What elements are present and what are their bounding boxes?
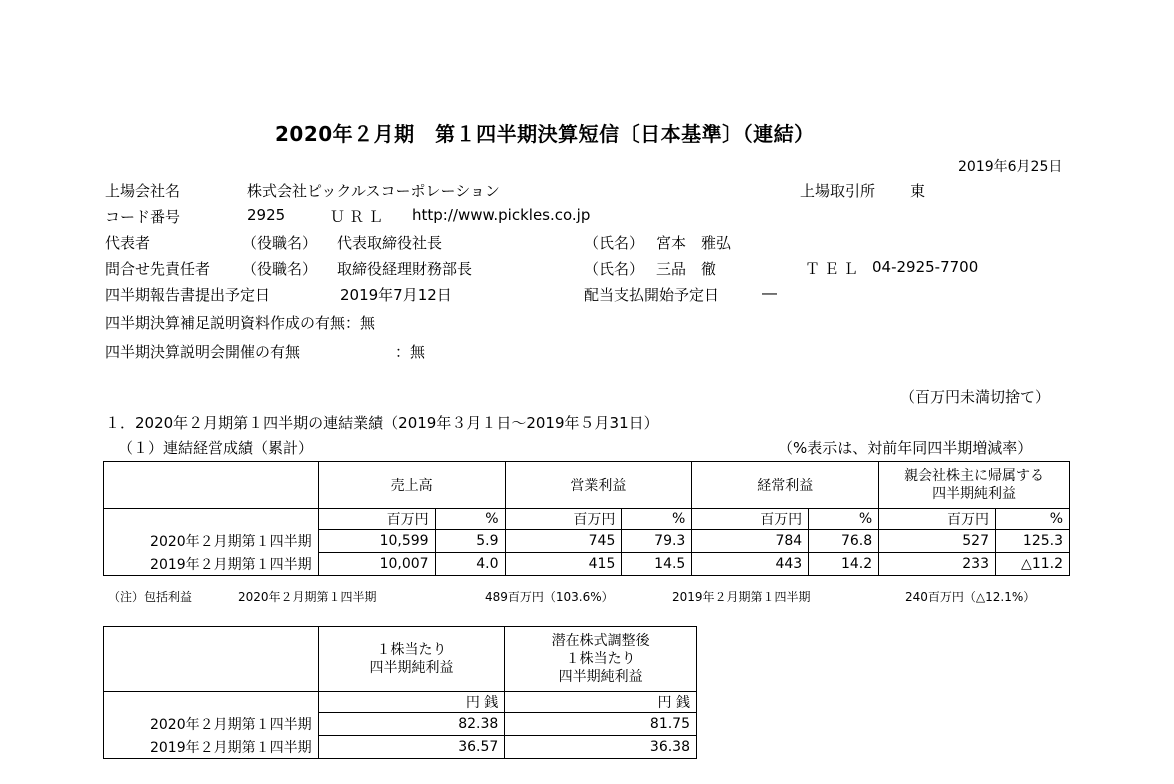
subsection1-note: （%表示は、対前年同四半期増減率） <box>778 439 1033 457</box>
cell: 443 <box>692 553 809 576</box>
contact-name: 三品 徹 <box>656 260 717 278</box>
unit-pct: % <box>622 509 692 530</box>
dividend-label: 配当支払開始予定日 <box>584 286 720 304</box>
exchange-value: 東 <box>910 182 926 200</box>
report-label: 四半期報告書提出予定日 <box>105 286 271 304</box>
unit-blank <box>104 692 319 713</box>
note-period1: 2020年２月期第１四半期 <box>238 590 377 604</box>
note-period2: 2019年２月期第１四半期 <box>672 590 811 604</box>
cell: 125.3 <box>996 530 1070 553</box>
results-table <box>103 461 1070 576</box>
unit-amount: 百万円 <box>318 509 435 530</box>
briefing-value: ：無 <box>395 343 426 361</box>
header-ordinary-income: 経常利益 <box>692 462 879 509</box>
note-label: （注）包括利益 <box>108 590 193 604</box>
cell: 36.38 <box>505 736 697 759</box>
contact-role-label: （役職名） <box>242 260 318 278</box>
cell: 10,599 <box>318 530 435 553</box>
header-blank <box>104 627 319 692</box>
representative-name: 宮本 雅弘 <box>656 234 732 252</box>
cell: 527 <box>879 530 996 553</box>
header-diluted-eps: 潜在株式調整後 １株当たり 四半期純利益 <box>505 627 697 692</box>
cell: 745 <box>505 530 622 553</box>
code-label: コード番号 <box>105 208 181 226</box>
name-label: （氏名） <box>584 234 645 252</box>
role-label: （役職名） <box>242 234 318 252</box>
cell: 415 <box>505 553 622 576</box>
table-row <box>104 553 1070 576</box>
unit-blank <box>104 509 319 530</box>
header-eps: １株当たり 四半期純利益 <box>318 627 505 692</box>
table-row <box>104 713 697 736</box>
row-label: 2019年２月期第１四半期 <box>104 553 319 576</box>
note-value1: 489百万円（103.6%） <box>485 590 614 604</box>
header-net-income: 親会社株主に帰属する 四半期純利益 <box>879 462 1070 509</box>
cell: 5.9 <box>435 530 505 553</box>
unit-pct: % <box>435 509 505 530</box>
unit-yen: 円 銭 <box>318 692 505 713</box>
cell: 233 <box>879 553 996 576</box>
unit-amount: 百万円 <box>879 509 996 530</box>
url-link[interactable]: http://www.pickles.co.jp <box>412 206 591 224</box>
header-operating-income: 営業利益 <box>505 462 692 509</box>
cell: 10,007 <box>318 553 435 576</box>
representative-role: 代表取締役社長 <box>337 234 443 252</box>
cell: 79.3 <box>622 530 692 553</box>
cell: 36.57 <box>318 736 505 759</box>
supplementary-label: 四半期決算補足説明資料作成の有無：無 <box>105 314 376 332</box>
cell: 76.8 <box>809 530 879 553</box>
cell: 4.0 <box>435 553 505 576</box>
contact-name-label: （氏名） <box>584 260 645 278</box>
dividend-value: ― <box>762 284 777 302</box>
representative-label: 代表者 <box>105 234 151 252</box>
header-net-sales: 売上高 <box>318 462 505 509</box>
exchange-label: 上場取引所 <box>800 182 876 200</box>
unit-pct: % <box>809 509 879 530</box>
tel-value: 04-2925-7700 <box>872 258 979 276</box>
code-value: 2925 <box>247 206 286 224</box>
company-label: 上場会社名 <box>105 182 181 200</box>
rounding-note: （百万円未満切捨て） <box>900 388 1051 406</box>
report-date-value: 2019年7月12日 <box>340 286 452 304</box>
header-blank <box>104 462 319 509</box>
cell: 82.38 <box>318 713 505 736</box>
cell: 14.5 <box>622 553 692 576</box>
section1-title: １．2020年２月期第１四半期の連結業績（2019年３月１日～2019年５月31日） <box>105 414 659 432</box>
row-label: 2019年２月期第１四半期 <box>104 736 319 759</box>
cell: 784 <box>692 530 809 553</box>
note-value2: 240百万円（△12.1%） <box>905 590 1036 604</box>
cell: 81.75 <box>505 713 697 736</box>
briefing-label: 四半期決算説明会開催の有無 <box>105 343 301 361</box>
report-date: 2019年6月25日 <box>958 159 1063 175</box>
url-label: ＵＲＬ <box>330 208 388 226</box>
contact-role: 取締役経理財務部長 <box>337 260 473 278</box>
table-row <box>104 530 1070 553</box>
company-name: 株式会社ピックルスコーポレーション <box>247 182 500 200</box>
unit-yen: 円 銭 <box>505 692 697 713</box>
unit-pct: % <box>996 509 1070 530</box>
document-title: 2020年２月期 第１四半期決算短信〔日本基準〕（連結） <box>275 122 815 146</box>
contact-label: 問合せ先責任者 <box>105 260 211 278</box>
row-label: 2020年２月期第１四半期 <box>104 530 319 553</box>
cell: △11.2 <box>996 553 1070 576</box>
unit-amount: 百万円 <box>505 509 622 530</box>
tel-label: ＴＥＬ <box>805 260 863 278</box>
unit-amount: 百万円 <box>692 509 809 530</box>
eps-table <box>103 626 697 759</box>
table-row <box>104 736 697 759</box>
row-label: 2020年２月期第１四半期 <box>104 713 319 736</box>
subsection1-title: （１）連結経営成績（累計） <box>118 439 314 457</box>
cell: 14.2 <box>809 553 879 576</box>
